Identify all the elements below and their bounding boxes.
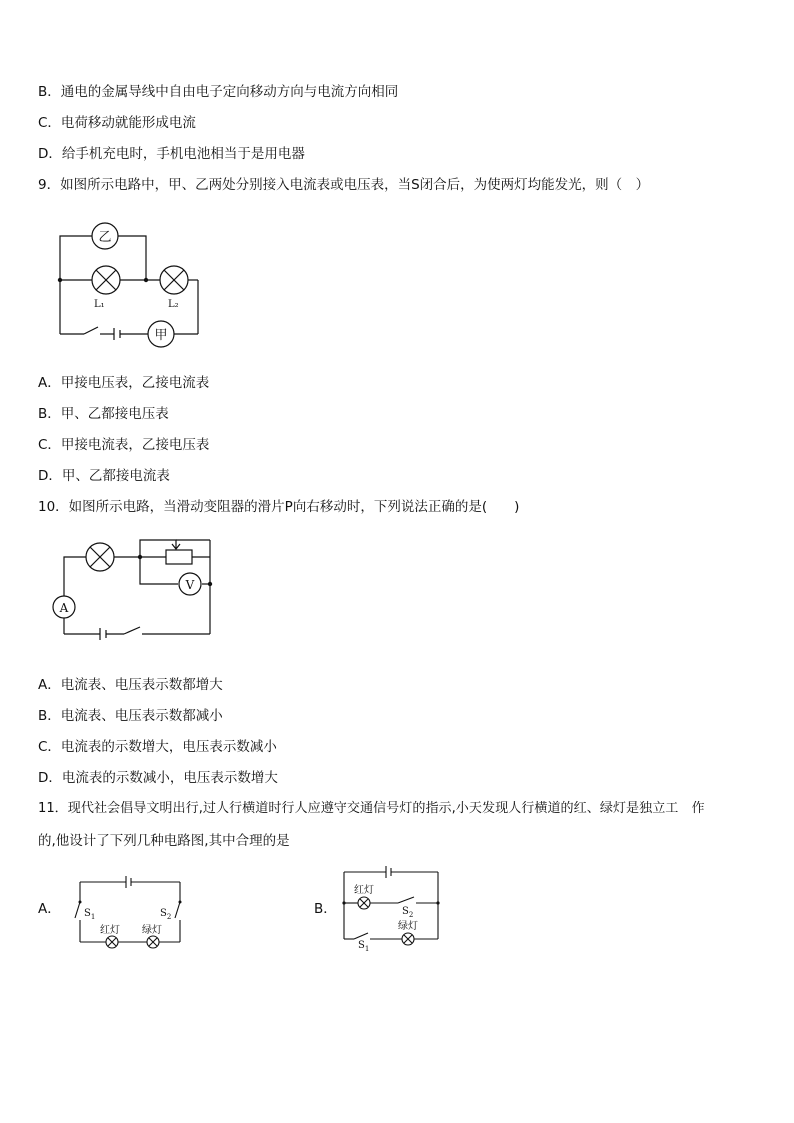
q11-option-b-label: B． <box>314 901 337 917</box>
q11b-s2-label: $S_2$ <box>402 906 414 919</box>
ammeter-label: A <box>59 601 69 615</box>
voltmeter-label: V <box>185 578 195 592</box>
q10-option-b: B．电流表、电压表示数都减小 <box>38 708 223 724</box>
q10-option-d: D．电流表的示数减小，电压表示数增大 <box>38 770 278 786</box>
q8-option-d: D．给手机充电时，手机电池相当于是用电器 <box>38 146 305 162</box>
q11b-green-label: 绿灯 <box>398 921 418 932</box>
q9-option-a: A．甲接电压表，乙接电流表 <box>38 375 210 391</box>
q11a-red-label: 红灯 <box>100 925 120 936</box>
meter-yi-label: 乙 <box>98 230 112 245</box>
q10-stem: 10．如图所示电路，当滑动变阻器的滑片P向右移动时，下列说法正确的是( ) <box>38 499 520 515</box>
q8-option-c: C．电荷移动就能形成电流 <box>38 115 196 131</box>
q11-stem-line2: 的,他设计了下列几种电路图,其中合理的是 <box>38 833 290 849</box>
lamp-l2-label: L₂ <box>168 299 179 310</box>
q10-option-a: A．电流表、电压表示数都增大 <box>38 677 223 693</box>
meter-jia-label: 甲 <box>154 328 168 343</box>
q8-option-b: B．通电的金属导线中自由电子定向移动方向与电流方向相同 <box>38 84 399 100</box>
q11a-green-label: 绿灯 <box>142 925 162 936</box>
lamp-l1-label: L₁ <box>94 299 105 310</box>
q10-option-c: C．电流表的示数增大，电压表示数减小 <box>38 739 277 755</box>
q11b-red-label: 红灯 <box>354 885 374 896</box>
q11b-s1-label: $S_1$ <box>358 940 370 953</box>
q11-stem-line1: 11．现代社会倡导文明出行,过人行横道时行人应遵守交通信号灯的指示,小天发现人行横道的红、绿灯是独立工 作 <box>38 801 705 816</box>
q9-option-d: D．甲、乙都接电流表 <box>38 468 170 484</box>
q11a-s2-label: $S_2$ <box>160 908 172 921</box>
q11a-s1-label: $S_1$ <box>84 908 96 921</box>
q11-option-a-label: A． <box>38 901 61 917</box>
q9-option-b: B．甲、乙都接电压表 <box>38 406 169 422</box>
q9-option-c: C．甲接电流表，乙接电压表 <box>38 437 210 453</box>
q9-stem: 9．如图所示电路中，甲、乙两处分别接入电流表或电压表，当S闭合后，为使两灯均能发光，则（ ） <box>38 177 650 193</box>
